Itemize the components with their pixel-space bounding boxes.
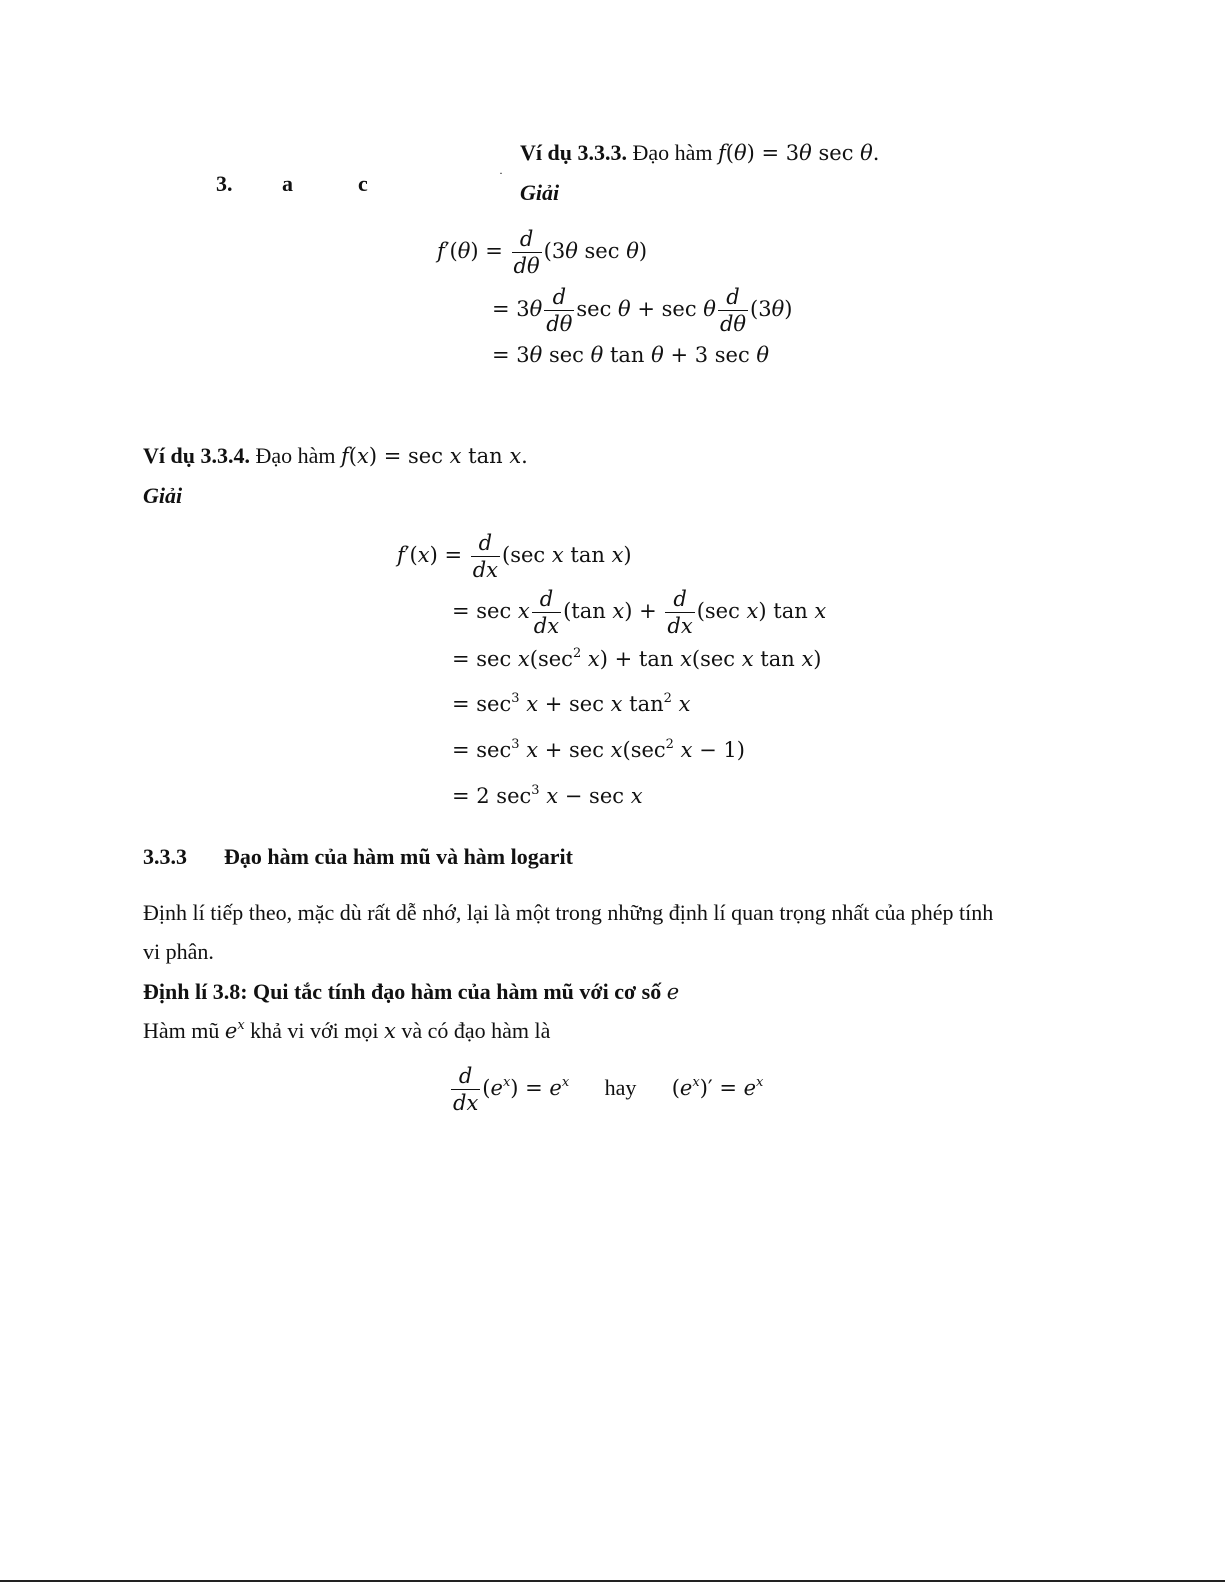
example-333-label: Ví dụ 3.3.3. xyxy=(520,140,627,165)
example-334-solution: Giải xyxy=(143,483,183,508)
theorem-text-part: Hàm mũ xyxy=(143,1018,220,1043)
theorem-symbol: e xyxy=(666,980,680,1004)
example-333-solution: Giải xyxy=(520,180,560,205)
example-333-heading xyxy=(520,140,879,166)
section-heading xyxy=(143,844,573,870)
ghost-header-dot: · xyxy=(499,166,503,180)
theorem-text-part: khả vi với mọi xyxy=(250,1018,379,1043)
equation-line: = $\sec x(\sec^2$ x) + tan x(sec x tan x) xyxy=(452,646,822,671)
example-334-formula: f(x) = sec x tan x. xyxy=(341,444,528,468)
page-bottom-rule xyxy=(0,1580,1225,1582)
equation-line: = 3θ sec θ tan θ + 3 sec θ xyxy=(492,343,770,367)
theorem-statement: Hàm mũ $e^x$ khả vi với mọi x và có đạo hàm là xyxy=(143,1018,551,1043)
theorem-label: Định lí 3.8: Qui tắc tính đạo hàm của hàm mũ với cơ số xyxy=(143,979,662,1004)
equation-line: = 3θ $\frac{d}{d\theta}$ sec θ + sec θ $\frac{d}{d\theta}$ (3θ) xyxy=(492,285,793,336)
example-334-text: Đạo hàm xyxy=(255,443,336,468)
theorem-text-part: và có đạo hàm là xyxy=(401,1018,551,1043)
section-title: Đạo hàm của hàm mũ và hàm logarit xyxy=(224,844,573,869)
word-hay: hay xyxy=(604,1075,637,1100)
exp-derivative-formula: $\frac{d}{dx}$ $(e^x) = e^x$ hay $(e^x)' = e^x$ xyxy=(453,1064,764,1115)
equation-line: = $\sec^3 x + \sec x$ $\tan^2 x$ xyxy=(452,691,691,716)
section-number: 3.3.3 xyxy=(143,844,187,869)
example-334-label: Ví dụ 3.3.4. xyxy=(143,443,250,468)
ghost-header-number: 3. xyxy=(216,171,233,196)
equation-line: = 2 $\sec^3 x - \sec x$ xyxy=(452,783,643,808)
example-333-formula: f(θ) = 3θ sec θ. xyxy=(718,141,880,165)
ghost-header-char: c xyxy=(358,171,368,196)
example-333-text: Đạo hàm xyxy=(632,140,713,165)
paragraph-line: vi phân. xyxy=(143,939,214,964)
equation-line: = $\sec^3 x + \sec x(\sec^2$ x − 1) xyxy=(452,737,745,762)
paragraph-line: Định lí tiếp theo, mặc dù rất dễ nhớ, lại là một trong những định lí quan trọng nhất của phép tính xyxy=(143,900,994,925)
ghost-header-char: a xyxy=(282,171,293,196)
theorem-heading xyxy=(143,979,679,1005)
equation-line: = sec x $\frac{d}{dx}$ (tan x) + $\frac{d}{dx}$ (sec x) tan x xyxy=(452,587,827,638)
equation-line: f′(θ) = $\frac{d}{d\theta}$ (3θ sec θ) xyxy=(437,227,648,278)
example-334-heading xyxy=(143,443,528,469)
equation-line: f′(x) = $\frac{d}{dx}$ (sec x tan x) xyxy=(397,531,632,582)
